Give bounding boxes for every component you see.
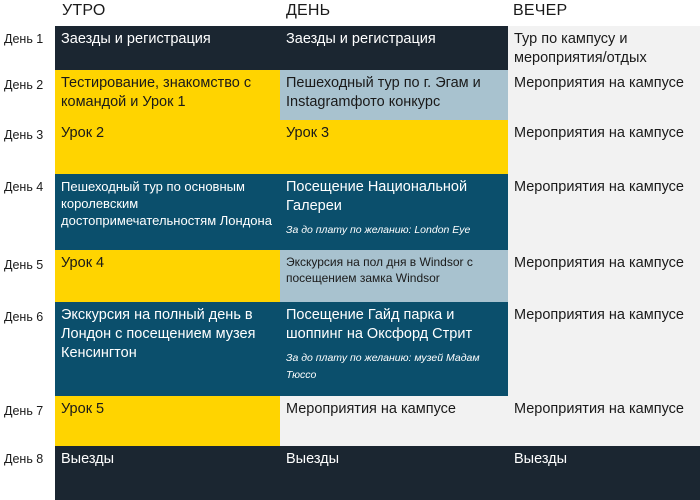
schedule-cell-day3-evening (508, 120, 700, 174)
cell-text: Посещение Гайд парка и шоппинг на Оксфорд Стрит (286, 307, 473, 342)
schedule-cell-day3-morning (55, 120, 280, 174)
schedule-cell-day2-day (280, 70, 508, 120)
schedule-cell-day3-day (280, 120, 508, 174)
cell-text: Мероприятия на кампусе (286, 401, 456, 417)
cell-text: Пешеходный тур по основным королевским достопримечательностям Лондона (61, 179, 272, 228)
cell-text: Тестирование, знакомство с командой и Урок 1 (61, 75, 252, 110)
cell-text: Мероприятия на кампусе (514, 255, 684, 271)
schedule-cell-day7-evening (508, 396, 700, 446)
schedule-cell-day1-evening (508, 26, 700, 70)
schedule-cell-day8-evening (508, 446, 700, 500)
day-label-7: День 7 (4, 404, 44, 418)
cell-text: Урок 3 (286, 125, 330, 141)
cell-note: За до плату по желанию: London Eye (286, 224, 471, 236)
day-label-1: День 1 (4, 32, 44, 46)
cell-text: Урок 2 (61, 125, 105, 141)
schedule-cell-day5-day (280, 250, 508, 302)
cell-text: Мероприятия на кампусе (514, 75, 684, 91)
cell-text: Мероприятия на кампусе (514, 307, 684, 323)
schedule-cell-day6-morning (55, 302, 280, 396)
schedule-cell-day5-evening (508, 250, 700, 302)
cell-text: Выезды (514, 451, 568, 467)
day-label-2: День 2 (4, 78, 44, 92)
day-label-3: День 3 (4, 128, 44, 142)
cell-text: Экскурсия на полный день в Лондон с посещением музея Кенсингтон (61, 307, 256, 361)
schedule-cell-day6-day (280, 302, 508, 396)
day-label-8: День 8 (4, 452, 44, 466)
day-label-4: День 4 (4, 180, 44, 194)
schedule-cell-day2-morning (55, 70, 280, 120)
schedule-cell-day4-day (280, 174, 508, 250)
header-morning: УТРО (62, 2, 106, 19)
schedule-cell-day8-morning (55, 446, 280, 500)
cell-text: Экскурсия на пол дня в Windsor с посещением замка Windsor (286, 255, 473, 285)
cell-text: Мероприятия на кампусе (514, 401, 684, 417)
cell-text: Мероприятия на кампусе (514, 125, 684, 141)
cell-text: Выезды (286, 451, 340, 467)
schedule-cell-day5-morning (55, 250, 280, 302)
schedule-cell-day7-day (280, 396, 508, 446)
cell-note: За до плату по желанию: музей Мадам Тюссо (286, 352, 480, 381)
header-evening: ВЕЧЕР (513, 2, 568, 19)
schedule-cell-day1-day (280, 26, 508, 70)
schedule-cell-day2-evening (508, 70, 700, 120)
header-day: ДЕНЬ (286, 2, 331, 19)
schedule-cell-day4-evening (508, 174, 700, 250)
day-label-5: День 5 (4, 258, 44, 272)
day-label-6: День 6 (4, 310, 44, 324)
schedule-cell-day4-morning (55, 174, 280, 250)
cell-text: Урок 4 (61, 255, 105, 271)
cell-text: Мероприятия на кампусе (514, 179, 684, 195)
cell-text: Урок 5 (61, 401, 105, 417)
cell-text: Заезды и регистрация (61, 31, 211, 47)
cell-text: Выезды (61, 451, 115, 467)
schedule-cell-day7-morning (55, 396, 280, 446)
cell-text: Тур по кампусу и мероприятия/отдых (514, 31, 647, 66)
cell-text: Заезды и регистрация (286, 31, 436, 47)
schedule-cell-day8-day (280, 446, 508, 500)
cell-text: Посещение Национальной Галереи (286, 179, 468, 214)
schedule-cell-day6-evening (508, 302, 700, 396)
schedule-cell-day1-morning (55, 26, 280, 70)
cell-text: Пешеходный тур по г. Эгам и Instagramфото конкурс (286, 75, 481, 110)
